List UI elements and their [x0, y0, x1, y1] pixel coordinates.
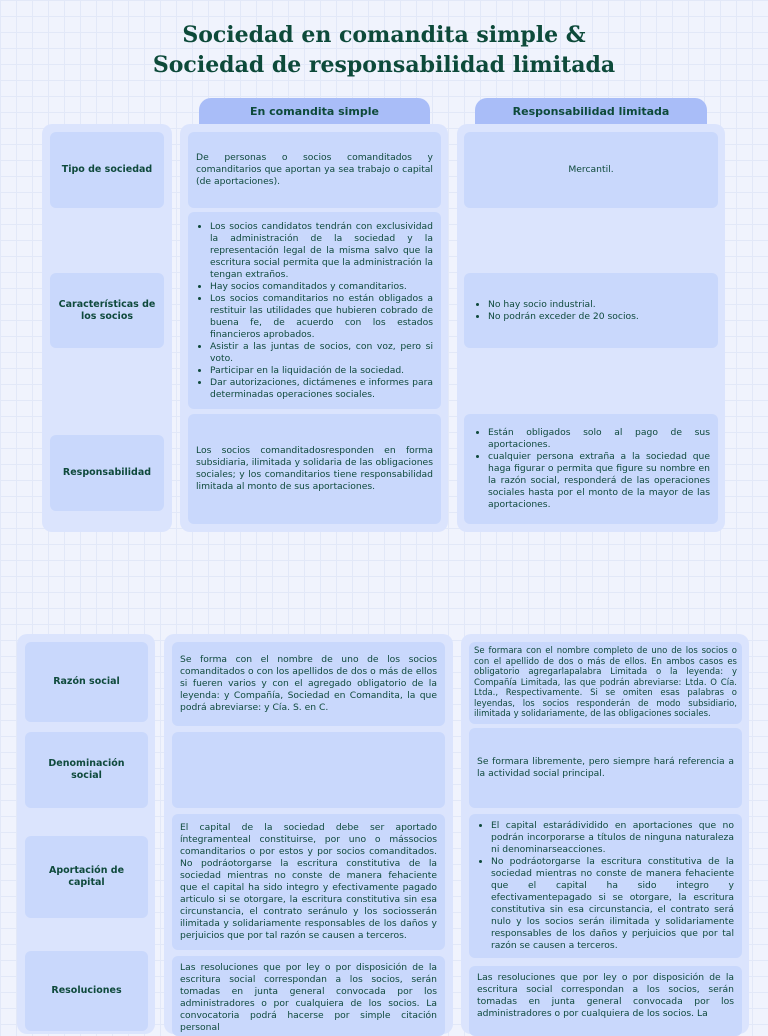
title-line-2: Sociedad de responsabilidad limitada	[152, 52, 616, 78]
aportacion-limitada-list	[475, 820, 734, 952]
page-title	[0, 20, 768, 80]
cell-denominacion-limitada-text: Se formara libremente, pero siempre hará referencia a la actividad social principal.	[477, 756, 734, 779]
responsabilidad-limitada-list	[472, 427, 710, 511]
column-header-limitada: Responsabilidad limitada	[475, 98, 707, 124]
cell-tipo-limitada: Mercantil.	[464, 132, 718, 208]
list-item: • Los socios comanditarios no están obligados a restituir las utilidades que hubieren cobrado de buena fe, de acuerdo con los estados financieros aprobados.	[210, 293, 433, 341]
list-item: • Los socios candidatos tendrán con exclusividad la administración de la sociedad y la representación legal de la misma salvo que la escritura social permita que la administración la tengan extraños.	[210, 221, 433, 281]
caracteristicas-comandita-list	[194, 221, 433, 401]
list-item: • Asistir a las juntas de socios, con voz, pero si voto.	[210, 341, 433, 365]
cell-razon-comandita-text: Se forma con el nombre de uno de los socios comanditados o con los apellidos de dos o más de ellos si fueren varios y con el agregado obligatorio de la leyenda: y Compañía, Sociedad en Comandita, la que podrá abreviarse: y Cía. S. en C.	[180, 654, 437, 713]
cell-responsabilidad-comandita-text: Los socios comanditadosresponden en forma subsidiaria, ilimitada y solidaria de las obligaciones sociales; y los comanditarios tiene responsabilidad limitada al monto de sus aportaciones.	[196, 445, 433, 492]
cell-tipo-comandita-text: De personas o socios comanditados y comanditarios que aportan ya sea trabajo o capital (de aportaciones).	[196, 152, 433, 187]
cell-resoluciones-comandita-text: Las resoluciones que por ley o por disposición de la escritura social correspondan a los socios, serán tomadas en junta general convocada por los administradores o por cualquiera de los socios. La convocatoria podrá hacerse por simple citación personal	[180, 962, 437, 1033]
cell-resoluciones-limitada	[469, 966, 742, 1036]
cell-razon-comandita	[172, 642, 445, 726]
row-label-responsabilidad: Responsabilidad	[50, 435, 164, 511]
cell-caracteristicas-limitada	[464, 273, 718, 348]
list-item: • Dar autorizaciones, dictámenes e informes para determinadas operaciones sociales.	[210, 377, 433, 401]
list-item: • El capital estarádividido en aportaciones que no podrán incorporarse a títulos de ninguna naturaleza ni denominarseacciones.	[491, 820, 734, 856]
cell-aportacion-comandita-text: El capital de la sociedad debe ser aportado íntegramenteal constituirse, por uno o mássocios comanditarios o por estos y por socios comanditados. No podráotorgarse la escritura constitutiva de la sociedad mientras no conste de manera fehaciente que el capital ha sido integro y efectivamente pagado articulo si se otorgare, la escritura constitutiva sin esa circunstancia, el contrato seránulo y los sociosserán ilimitada y solidariamente responsables de los daños y perjuicios que por tal razón se causen a terceros.	[180, 822, 437, 941]
column-header-comandita: En comandita simple	[199, 98, 430, 124]
cell-caracteristicas-comandita	[188, 212, 441, 409]
cell-aportacion-comandita	[172, 814, 445, 950]
cell-responsabilidad-comandita	[188, 414, 441, 524]
list-item: • Participar en la liquidación de la sociedad.	[210, 365, 433, 377]
list-item: • No podráotorgarse la escritura constitutiva de la sociedad mientras no conste de manera fehaciente que el capital ha sido integro y efectivamentepagado si se otorgare, la escritura constitutiva sin esa circunstancia, el contrato será nulo y los socios serán ilimitada y solidariamente responsables de los daños y perjuicios que por tal razón se causen a terceros.	[491, 856, 734, 952]
list-item: • Hay socios comanditados y comanditarios.	[210, 281, 433, 293]
row-label-resoluciones: Resoluciones	[25, 951, 148, 1031]
cell-razon-limitada	[469, 642, 742, 724]
cell-resoluciones-limitada-text: Las resoluciones que por ley o por disposición de la escritura social correspondan a los socios, serán tomadas en junta general convocada por los administradores o por cualquiera de los socios. La	[477, 972, 734, 1019]
title-line-1: Sociedad en comandita simple &	[182, 22, 586, 48]
row-label-razon: Razón social	[25, 642, 148, 722]
row-label-caracteristicas: Características de los socios	[50, 273, 164, 348]
list-item: • Están obligados solo al pago de sus aportaciones.	[488, 427, 710, 451]
cell-resoluciones-comandita	[172, 956, 445, 1036]
list-item: • cualquier persona extraña a la sociedad que haga figurar o permita que figure su nombre en la razón social, responderá de las operaciones sociales hasta por el monto de la mayor de las aportaciones.	[488, 451, 710, 511]
cell-aportacion-limitada	[469, 814, 742, 958]
row-label-denominacion: Denominación social	[25, 732, 148, 808]
cell-responsabilidad-limitada	[464, 414, 718, 524]
row-label-tipo: Tipo de sociedad	[50, 132, 164, 208]
cell-tipo-comandita	[188, 132, 441, 208]
list-item: • No podrán exceder de 20 socios.	[488, 311, 710, 323]
cell-denominacion-limitada	[469, 728, 742, 808]
caracteristicas-limitada-list	[472, 299, 710, 323]
list-item: • No hay socio industrial.	[488, 299, 710, 311]
row-label-aportacion: Aportación de capital	[25, 836, 148, 918]
cell-razon-limitada-text: Se formara con el nombre completo de uno de los socios o con el apellido de dos o más de ellos. En ambos casos es obligatorio agregarlapalabra Limitada o la leyenda: y Compañía Limitada, las que podrán abreviarse: Ltda. O Cía. Ltda., Respectivamente. Si se omiten esas palabras o leyendas, los socios responderán de modo subsidiario, ilimitada y solidariamente, de las obligaciones sociales.	[474, 645, 737, 720]
cell-denominacion-comandita	[172, 732, 445, 808]
